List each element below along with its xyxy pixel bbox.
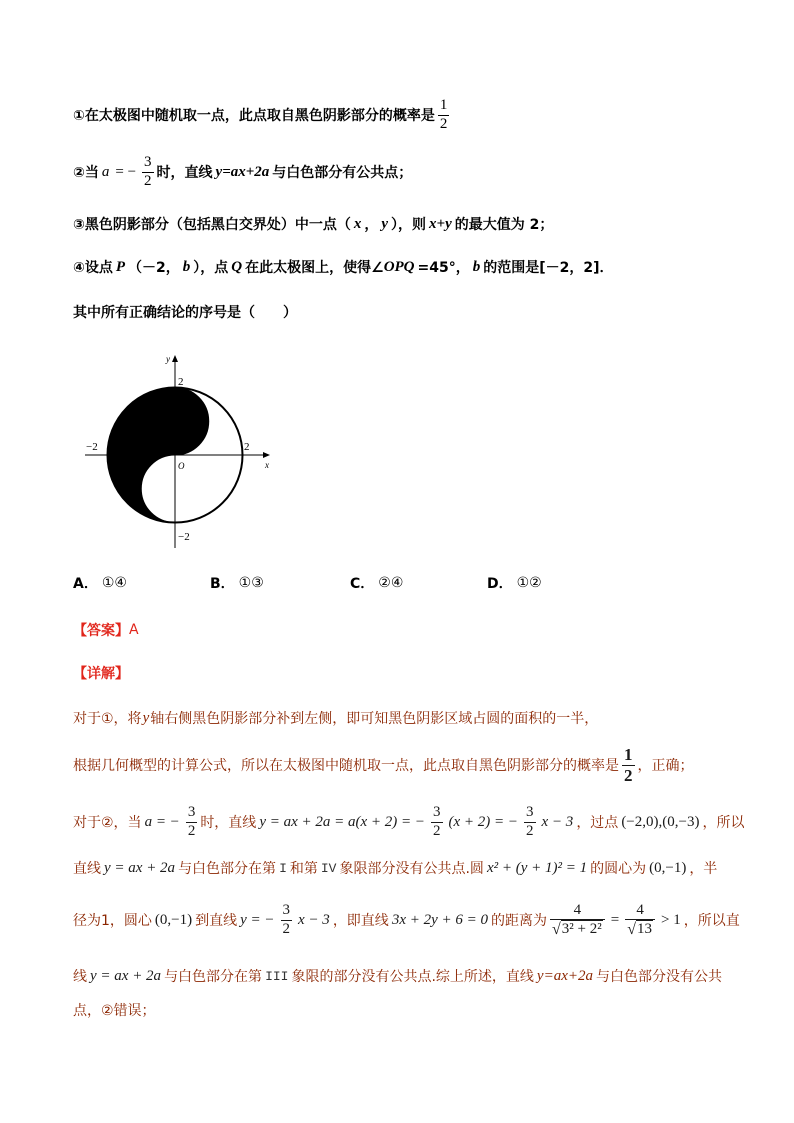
statement-4-mid: 在此太极图上，使得∠ <box>245 260 384 276</box>
variable-x: x <box>353 215 362 232</box>
math-points: (−2,0),(0,−3) <box>621 813 700 830</box>
fraction-numerator: 3 <box>281 902 293 920</box>
explanation-line-6 <box>73 956 722 996</box>
point-q: Q <box>231 258 243 275</box>
statement-2 <box>73 152 412 192</box>
point-p: P <box>115 258 126 275</box>
probability-fraction <box>622 745 635 785</box>
distance-fraction <box>550 902 605 938</box>
sqrt-denominator <box>550 920 605 938</box>
x-axis-label: x <box>265 460 269 470</box>
explanation-text: ，所以直 <box>683 913 740 929</box>
explanation-line-1 <box>73 698 598 738</box>
explanation-line-7 <box>73 990 156 1030</box>
variable-a: a <box>101 163 110 180</box>
y-axis-arrow <box>172 355 178 362</box>
fraction-denominator: 2 <box>144 172 152 189</box>
math-expression: y = ax + 2a = a(x + 2) = − <box>259 813 426 830</box>
fraction <box>186 804 198 840</box>
explanation-text: 象限的部分没有公共点.综上所述，直线 <box>291 969 534 985</box>
equals-sign: = <box>610 911 620 928</box>
quadrant-numeral: III <box>265 968 289 984</box>
radicand: 13 <box>637 921 652 938</box>
sqrt-denominator <box>625 920 655 938</box>
explanation-text: ，所以 <box>702 815 745 831</box>
explanation-text: 径为1，圆心 <box>73 913 152 929</box>
radicand: 3² + 2² <box>561 921 602 938</box>
comparison: > 1 <box>661 911 681 928</box>
explanation-text: 与白色部分在第 <box>178 861 277 877</box>
taiji-figure <box>0 340 300 560</box>
statement-2-mid: 时，直线 <box>156 165 213 181</box>
option-letter: B． <box>210 576 235 592</box>
explanation-text: ，正确； <box>637 758 694 774</box>
variable-y: y <box>381 215 389 232</box>
option-c <box>350 563 403 603</box>
question-prompt-text: 其中所有正确结论的序号是（ ） <box>73 305 297 321</box>
fraction-denominator: 2 <box>624 765 633 785</box>
explanation-text: 点，②错误； <box>73 1003 156 1019</box>
variable-y: y <box>142 709 150 726</box>
explanation-text: 与白色部分在第 <box>164 969 263 985</box>
point-p-open: （－2， <box>128 260 180 276</box>
answer-value: A <box>129 622 139 638</box>
detail-heading <box>73 653 129 693</box>
tick-label-bottom: −2 <box>178 531 190 543</box>
explanation-text: 轴右侧黑色阴影部分补到左侧，即可知黑色阴影区域占圆的面积的一半， <box>150 711 599 727</box>
circle-center: (0,−1) <box>649 859 687 876</box>
probability-fraction <box>438 97 450 133</box>
explanation-text: 到直线 <box>195 913 238 929</box>
line-equation: y=ax+2a <box>536 967 593 984</box>
option-letter: D． <box>487 576 513 592</box>
math-expression: a = − <box>144 813 180 830</box>
sum-expression: x+y <box>429 215 452 232</box>
fraction <box>281 902 293 938</box>
statement-3-lead: ③黑色阴影部分（包括黑白交界处）中一点（ <box>73 217 351 233</box>
tick-label-top: 2 <box>178 376 184 388</box>
explanation-text: 和第 <box>289 861 318 877</box>
explanation-text: 象限部分没有公共点.圆 <box>339 861 484 877</box>
radical-sign: √ <box>552 920 561 938</box>
fraction <box>524 804 536 840</box>
math-expression: y = − <box>240 911 275 928</box>
option-value: ①④ <box>101 575 127 591</box>
explanation-text: 与白色部分没有公共 <box>595 969 722 985</box>
explanation-line-5 <box>73 900 740 940</box>
tick-label-right: 2 <box>244 441 250 453</box>
option-value: ①② <box>516 575 542 591</box>
fraction-numerator: 4 <box>550 902 605 920</box>
statement-2-tail: 与白色部分有公共点； <box>272 165 413 181</box>
statement-4 <box>73 247 614 287</box>
line-equation: y=ax+2a <box>215 163 270 180</box>
math-expression: x − 3 <box>298 911 330 928</box>
option-value: ②④ <box>378 575 404 591</box>
option-d <box>487 563 542 603</box>
fraction-numerator: 4 <box>625 902 655 920</box>
explanation-text: 线 <box>73 969 87 985</box>
detail-label: 【详解】 <box>73 666 129 682</box>
fraction-numerator: 3 <box>186 804 198 822</box>
explanation-text: ，过点 <box>576 815 619 831</box>
line-equation: 3x + 2y + 6 = 0 <box>391 911 488 928</box>
math-expression: y = ax + 2a <box>90 967 162 984</box>
tick-label-left: −2 <box>86 441 98 453</box>
angle-name: OPQ <box>383 258 415 275</box>
math-expression: (x + 2) = − <box>448 813 519 830</box>
explanation-line-2 <box>73 745 694 785</box>
option-value: ①③ <box>238 575 264 591</box>
explanation-text: 根据几何概型的计算公式，所以在太极图中随机取一点，此点取自黑色阴影部分的概率是 <box>73 758 619 774</box>
math-expression: x − 3 <box>541 813 574 830</box>
angle-value: =45°， <box>417 260 470 276</box>
explanation-text: 的圆心为 <box>590 861 647 877</box>
explanation-text: ，即直线 <box>332 913 389 929</box>
radical-sign: √ <box>627 920 636 938</box>
explanation-text: 对于①，将 <box>73 711 142 727</box>
equals-minus: = − <box>115 163 137 180</box>
y-axis-label: y <box>166 354 170 364</box>
fraction <box>431 804 443 840</box>
fraction-numerator: 3 <box>524 804 536 822</box>
distance-fraction-simplified <box>625 902 655 938</box>
question-prompt <box>73 292 297 332</box>
circle-center: (0,−1) <box>154 911 193 928</box>
coordinate-separator: ， <box>364 217 379 233</box>
x-axis-arrow <box>263 452 270 458</box>
statement-3 <box>73 204 553 244</box>
statement-3-close: ），则 <box>391 217 427 233</box>
variable-b-2: b <box>472 258 481 275</box>
fraction-numerator: 1 <box>438 97 450 115</box>
fraction-numerator: 3 <box>142 154 154 172</box>
statement-1-text: ①在太极图中随机取一点，此点取自黑色阴影部分的概率是 <box>73 108 435 124</box>
statement-3-tail: 的最大值为 2； <box>454 217 554 233</box>
fraction-denominator: 2 <box>282 920 291 937</box>
explanation-text: 对于②，当 <box>73 815 142 831</box>
statement-4-lead: ④设点 <box>73 260 113 276</box>
fraction-numerator: 1 <box>624 744 633 764</box>
explanation-text: 的距离为 <box>491 913 547 929</box>
math-expression: y = ax + 2a <box>104 859 176 876</box>
answer-label: 【答案】 <box>73 623 129 639</box>
option-letter: C． <box>350 576 375 592</box>
option-b <box>210 563 264 603</box>
explanation-text: 时，直线 <box>200 815 257 831</box>
explanation-line-4 <box>73 848 717 888</box>
explanation-text: 直线 <box>73 861 101 877</box>
circle-equation: x² + (y + 1)² = 1 <box>486 859 588 876</box>
fraction-numerator: 3 <box>431 804 443 822</box>
quadrant-numeral: I <box>279 860 287 876</box>
answer-line <box>73 610 139 650</box>
variable-b: b <box>182 258 191 275</box>
fraction-denominator: 2 <box>439 115 448 132</box>
explanation-text: ，半 <box>689 861 718 877</box>
quadrant-numeral: IV <box>320 860 337 876</box>
statement-4-tail: 的范围是[－2，2]． <box>483 260 614 276</box>
option-letter: A． <box>73 576 98 592</box>
fraction-denominator: 2 <box>433 822 441 839</box>
point-p-close: ），点 <box>193 260 229 276</box>
option-a <box>73 563 127 603</box>
explanation-line-3 <box>73 802 744 842</box>
a-value-fraction <box>142 154 154 190</box>
origin-label: O <box>178 461 185 471</box>
statement-2-lead: ②当 <box>73 165 99 181</box>
fraction-denominator: 2 <box>187 822 196 839</box>
statement-1 <box>73 95 452 135</box>
fraction-denominator: 2 <box>526 822 534 839</box>
